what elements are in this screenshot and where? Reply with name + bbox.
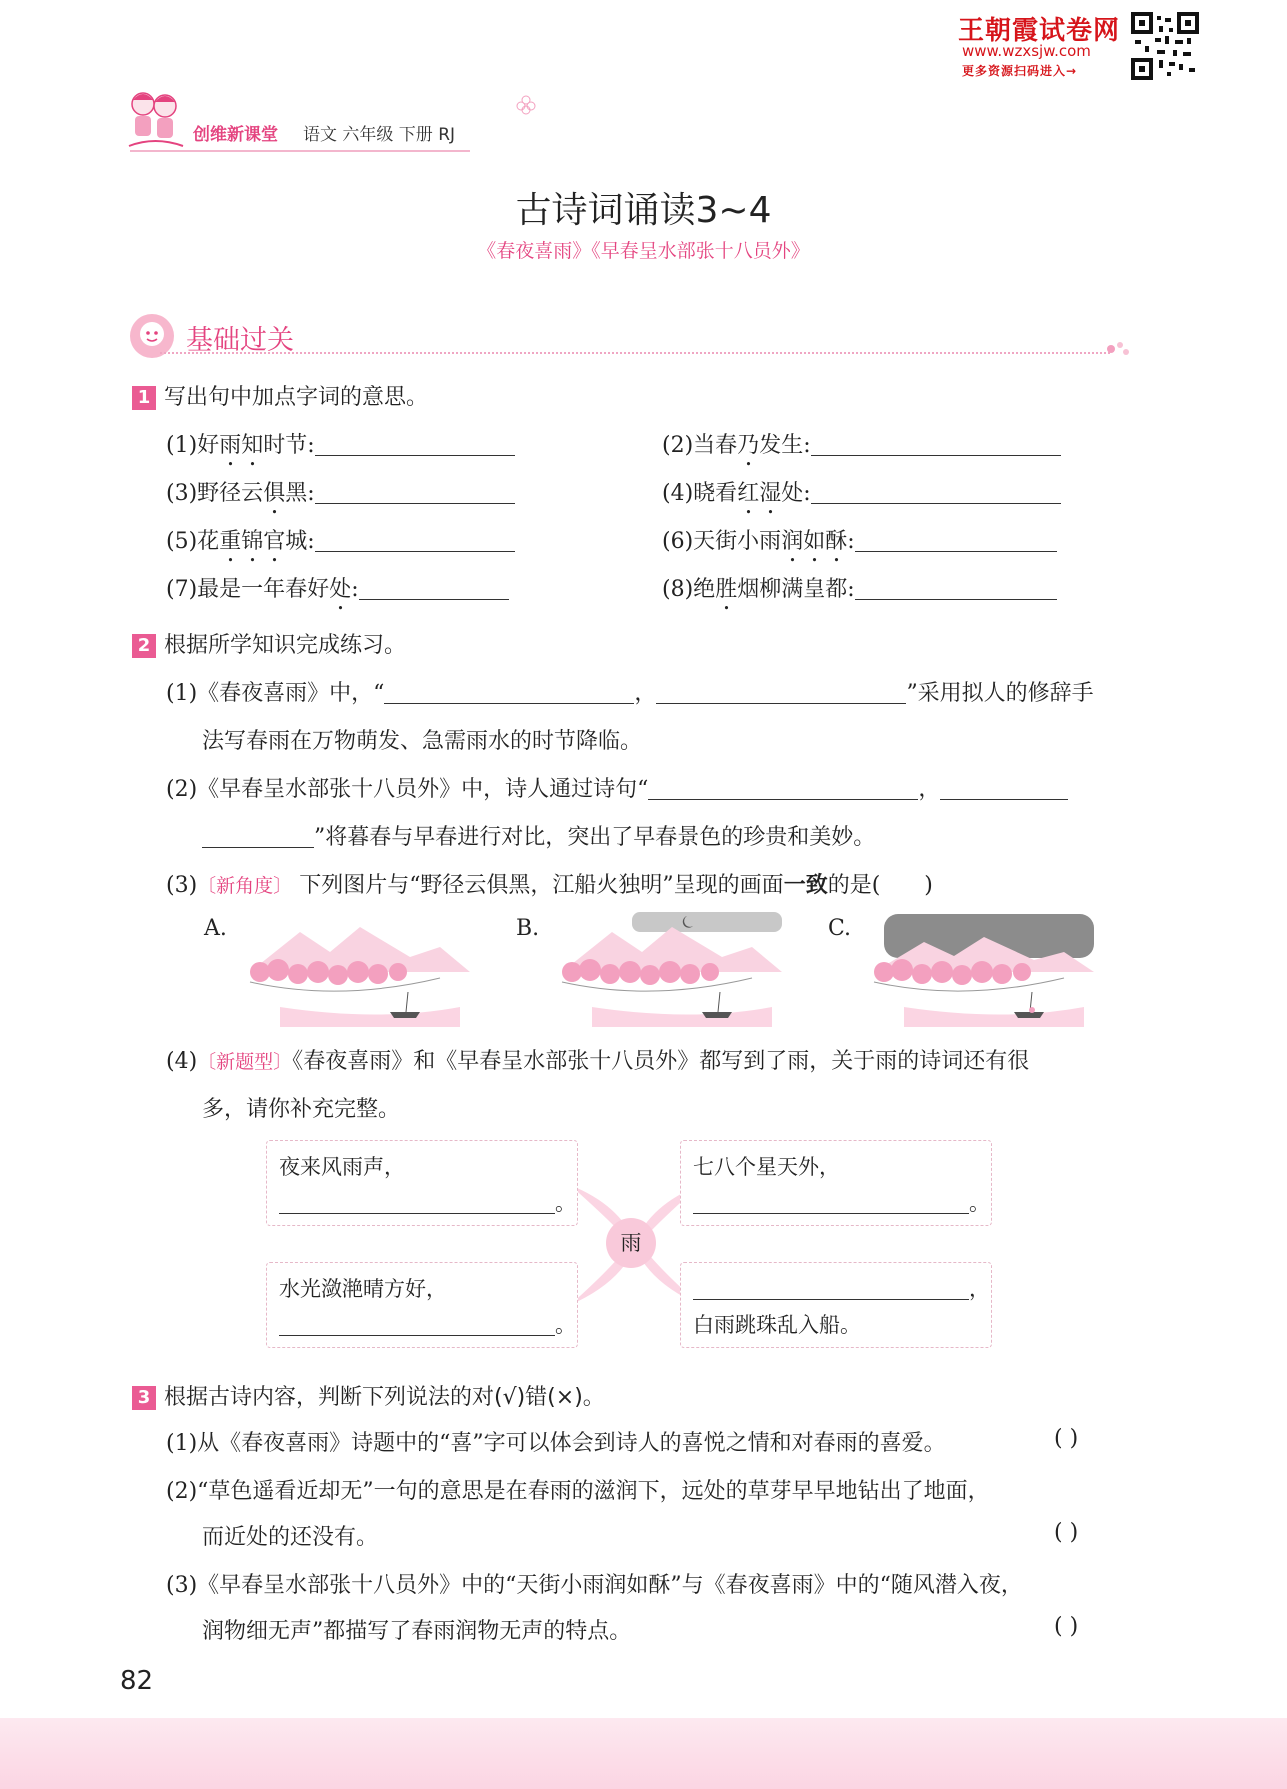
answer-blank[interactable] <box>811 481 1061 504</box>
q2-part-1-cont: 法写春雨在万物萌发、急需雨水的时节降临。 <box>202 729 643 754</box>
poem-answer: 。 <box>279 1309 576 1339</box>
q3-number: 3 <box>132 1386 156 1410</box>
q3-statement-2: (2)“草色遥看近却无”一句的意思是在春雨的滋润下，远处的草芽早早地钻出了地面， <box>166 1479 990 1504</box>
poem-answer: 。 <box>693 1187 990 1217</box>
q1-heading-text: 写出句中加点字词的意思。 <box>164 385 429 410</box>
option-a-image[interactable] <box>240 912 470 1032</box>
footer-band <box>0 1718 1287 1789</box>
answer-blank[interactable] <box>202 825 314 848</box>
answer-blank[interactable] <box>855 529 1057 552</box>
answer-blank[interactable] <box>315 481 515 504</box>
decor-dots-icon <box>1106 340 1130 358</box>
answer-blank[interactable] <box>279 1313 555 1336</box>
option-c-image[interactable] <box>864 912 1094 1032</box>
page-subtitle: 《春夜喜雨》《早春呈水部张十八员外》 <box>477 240 810 262</box>
answer-blank[interactable] <box>279 1191 555 1214</box>
q3-heading-text: 根据古诗内容，判断下列说法的对(√)错(×)。 <box>164 1385 605 1410</box>
q1-item-2: (2)当春乃发生: <box>662 428 1061 471</box>
q1-number: 1 <box>132 386 156 410</box>
poem-box-bottom-right <box>680 1262 992 1348</box>
brand-url[interactable]: www.wzxsjw.com <box>962 42 1091 60</box>
answer-blank[interactable] <box>384 681 634 704</box>
q1-item-1: (1)好雨知时节: <box>166 428 515 471</box>
poem-box-bottom-left <box>266 1262 578 1348</box>
answer-blank[interactable] <box>656 681 906 704</box>
option-b-image[interactable] <box>552 912 782 1032</box>
q1-item-4: (4)晓看红湿处: <box>662 476 1061 519</box>
q2-part-2-cont: ”将暮春与早春进行对比，突出了早春景色的珍贵和美妙。 <box>202 820 875 851</box>
q1-heading <box>132 380 428 411</box>
answer-blank[interactable] <box>648 777 918 800</box>
q2-part-4-cont: 多，请你补充完整。 <box>202 1097 401 1122</box>
q2-part-3: (3)〔新角度〕 下列图片与“野径云俱黑，江船火独明”呈现的画面一致的是( ) <box>166 872 933 898</box>
answer-blank[interactable] <box>359 577 509 600</box>
answer-blank[interactable] <box>855 577 1057 600</box>
q1-item-5: (5)花重锦官城: <box>166 524 515 567</box>
new-type-tag: 〔新题型〕 <box>197 1051 293 1073</box>
brand-name: 王朝霞试卷网 <box>958 16 1121 46</box>
q2-number: 2 <box>132 634 156 658</box>
section-divider <box>160 352 1110 354</box>
q1-item-7: (7)最是一年春好处: <box>166 572 509 615</box>
q2-part-2: (2)《早春呈水部张十八员外》中，诗人通过诗句“ ， <box>166 772 1068 803</box>
q3-statement-3: (3)《早春呈水部张十八员外》中的“天街小雨润如酥”与《春夜喜雨》中的“随风潜入夜， <box>166 1573 1023 1598</box>
rain-center-label: 雨 <box>606 1218 656 1268</box>
grade-info: 语文 六年级 下册 RJ <box>303 125 456 145</box>
q1-item-6: (6)天街小雨润如酥: <box>662 524 1057 567</box>
poem-answer: 。 <box>279 1187 576 1217</box>
q3-statement-1: (1)从《春夜喜雨》诗题中的“喜”字可以体会到诗人的喜悦之情和对春雨的喜爱。 <box>166 1431 946 1456</box>
poem-line: 白雨跳珠乱入船。 <box>693 1313 861 1337</box>
qr-code-icon[interactable] <box>1131 12 1199 80</box>
q3-statement-3-cont: 润物细无声”都描写了春雨润物无声的特点。 <box>202 1619 632 1644</box>
answer-blank[interactable] <box>315 529 515 552</box>
new-angle-tag: 〔新角度〕 <box>197 875 293 897</box>
answer-blank[interactable] <box>811 433 1061 456</box>
q1-item-3: (3)野径云俱黑: <box>166 476 515 519</box>
section-title: 基础过关 <box>186 325 294 356</box>
answer-blank[interactable] <box>315 433 515 456</box>
poem-line: 水光潋滟晴方好， <box>279 1277 447 1301</box>
q3-statement-2-cont: 而近处的还没有。 <box>202 1525 379 1550</box>
kids-mascot-icon <box>125 88 187 154</box>
answer-blank[interactable] <box>693 1191 969 1214</box>
option-a-label[interactable]: A. <box>204 916 227 941</box>
judge-paren-1[interactable]: ( ) <box>1054 1426 1079 1451</box>
poem-answer: ， <box>693 1273 990 1303</box>
q2-part-4: (4)〔新题型〕《春夜喜雨》和《早春呈水部张十八员外》都写到了雨，关于雨的诗词还有很 <box>166 1049 1030 1074</box>
series-name: 创维新课堂 <box>193 125 278 145</box>
q2-heading <box>132 628 406 659</box>
poem-box-top-right <box>680 1140 992 1226</box>
option-c-label[interactable]: C. <box>828 916 852 941</box>
answer-blank[interactable] <box>693 1277 969 1300</box>
judge-paren-2[interactable]: ( ) <box>1054 1520 1079 1545</box>
judge-paren-3[interactable]: ( ) <box>1054 1614 1079 1639</box>
page-number: 82 <box>120 1666 154 1696</box>
answer-blank[interactable] <box>940 777 1068 800</box>
flower-icon <box>515 94 537 116</box>
q2-heading-text: 根据所学知识完成练习。 <box>164 633 407 658</box>
option-b-label[interactable]: B. <box>516 916 540 941</box>
page-title: 古诗词诵读3~4 <box>515 190 772 231</box>
poem-box-top-left <box>266 1140 578 1226</box>
header-divider <box>130 150 470 152</box>
poem-line: 七八个星天外， <box>693 1155 840 1179</box>
q2-part-1: (1)《春夜喜雨》中，“ ， ”采用拟人的修辞手 <box>166 681 1094 706</box>
poem-line: 夜来风雨声， <box>279 1155 405 1179</box>
brand-tagline: 更多资源扫码进入→ <box>962 64 1078 78</box>
q3-heading <box>132 1380 605 1411</box>
q1-item-8: (8)绝胜烟柳满皇都: <box>662 572 1057 615</box>
